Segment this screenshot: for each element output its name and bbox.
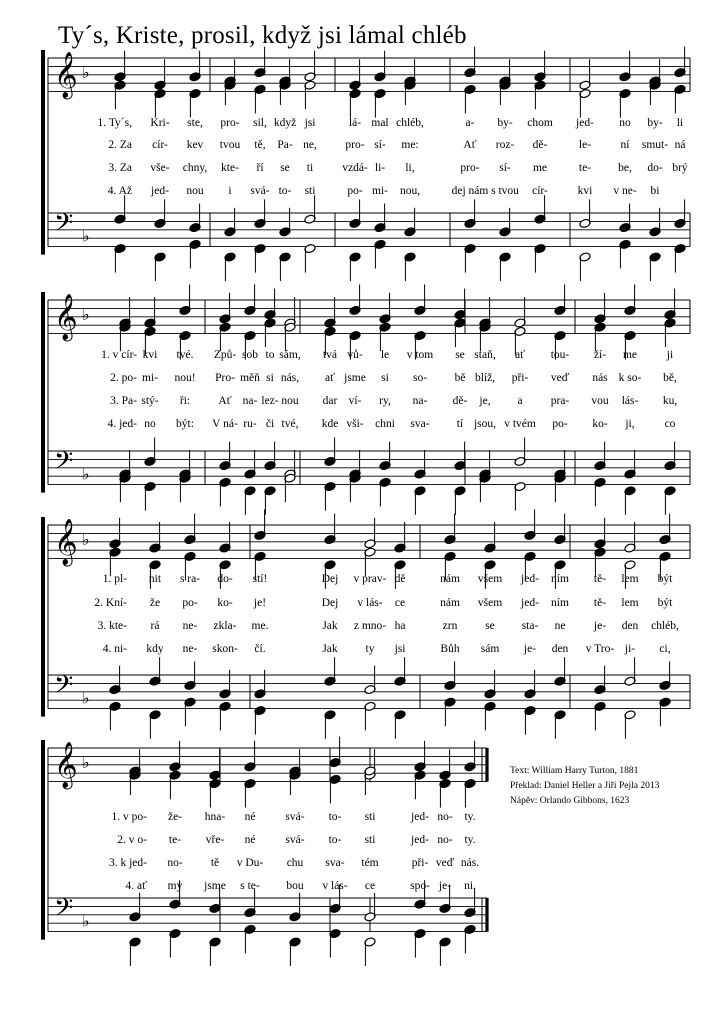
lyric-syllable: no- [437, 811, 453, 823]
lyric-syllable: li [676, 117, 684, 129]
lyric-syllable: i [228, 185, 232, 197]
lyric-syllable: jsou, [473, 418, 497, 430]
flat-icon: ♭ [82, 755, 90, 773]
lyric-syllable: veď [550, 372, 570, 384]
lyric-syllable: no- [167, 857, 183, 869]
lyric-syllable: ji, [625, 418, 635, 430]
credits-tune: Nápěv: Orlando Gibbons, 1623 [510, 796, 630, 806]
lyric-syllable: nou, [399, 185, 421, 197]
lyric-syllable: ne [554, 620, 566, 632]
flat-icon: ♭ [82, 532, 90, 550]
lyric-syllable: 1. v po- [111, 811, 147, 823]
lyric-syllable: vou [591, 395, 609, 407]
lyric-syllable: dě- [532, 139, 548, 151]
lyric-syllable: nou! [174, 372, 196, 384]
lyric-syllable: me [532, 162, 548, 174]
lyric-syllable: Jak [322, 620, 338, 632]
credits-translation: Překlad: Daniel Heller a Jiří Pejla 2013 [510, 781, 660, 791]
lyric-syllable: sil, [253, 117, 267, 129]
lyric-syllable: kev [186, 139, 204, 151]
lyric-syllable: ne- [182, 643, 198, 655]
lyric-syllable: dar [322, 395, 338, 407]
lyric-syllable: Pro- [215, 372, 235, 384]
lyric-syllable: cír- [532, 185, 548, 197]
lyric-syllable: ní [620, 139, 630, 151]
lyric-syllable: vů- [347, 349, 363, 361]
lyric-syllable: kvi [577, 185, 593, 197]
flat-icon: ♭ [82, 307, 90, 325]
flat-icon: ♭ [82, 466, 90, 484]
lyric-syllable: ji [666, 349, 674, 361]
lyric-syllable: ti [306, 162, 314, 174]
flat-icon: ♭ [82, 228, 90, 246]
lyric-syllable: 2. Za [108, 139, 132, 151]
lyric-syllable: si [381, 372, 389, 384]
lyric-syllable: 4. ni- [102, 643, 127, 655]
lyric-syllable: roz- [495, 139, 515, 151]
lyric-syllable: nit [148, 573, 162, 585]
lyric-syllable: jed- [576, 117, 594, 129]
lyric-syllable: sta- [521, 620, 539, 632]
lyric-syllable: den [551, 643, 569, 655]
lyric-syllable: měň [240, 372, 260, 384]
lyric-syllable: 3. kte- [97, 620, 127, 632]
lyric-syllable: je- [593, 620, 607, 632]
lyric-syllable: tě, [254, 139, 266, 151]
lyric-syllable: chléb, [651, 620, 679, 632]
lyric-syllable: být [657, 597, 673, 609]
lyric-syllable: když [273, 117, 297, 129]
lyric-syllable: 3. Za [108, 162, 132, 174]
lyric-syllable: tvou [219, 139, 241, 151]
lyric-syllable: v lás- [322, 880, 348, 892]
lyric-syllable: nám [440, 597, 460, 609]
lyric-syllable: 1. pl- [102, 573, 127, 585]
lyric-syllable: nás [592, 372, 608, 384]
lyric-syllable: mi- [142, 372, 158, 384]
lyric-syllable: stí! [252, 573, 268, 585]
lyric-syllable: ne, [303, 139, 317, 151]
lyric-syllable: Pa- [277, 139, 293, 151]
lyric-syllable: při- [411, 857, 429, 869]
lyric-syllable: le- [578, 139, 592, 151]
lyric-syllable: me: [401, 139, 419, 151]
lyric-syllable: chu [286, 857, 304, 869]
lyric-syllable: nás, [280, 372, 300, 384]
lyric-syllable: veď [435, 857, 455, 869]
lyric-syllable: no- [437, 834, 453, 846]
lyric-syllable: tvá [322, 349, 338, 361]
lyric-syllable: nou [281, 395, 299, 407]
lyric-syllable: v Du- [236, 857, 264, 869]
lyric-syllable: vře- [205, 834, 225, 846]
lyric-syllable: ci, [659, 643, 671, 655]
lyric-syllable: te- [168, 834, 182, 846]
lyric-syllable: jed- [411, 834, 429, 846]
lyric-syllable: po- [347, 185, 363, 197]
lyric-syllable: k so- [618, 372, 642, 384]
lyric-syllable: li- [374, 162, 386, 174]
lyric-syllable: nám [440, 573, 460, 585]
lyric-syllable: tě- [593, 573, 607, 585]
lyric-syllable: stý- [141, 395, 159, 407]
lyric-syllable: kvi [142, 349, 158, 361]
lyric-syllable: vše- [150, 162, 170, 174]
lyric-syllable: na- [242, 395, 258, 407]
lyric-syllable: tí [456, 418, 464, 430]
lyric-syllable: ru- [243, 418, 257, 430]
lyric-syllable: jed- [521, 597, 539, 609]
lyric-syllable: 2. v o- [117, 834, 147, 846]
lyric-syllable: pra- [550, 395, 570, 407]
lyric-syllable: ním [551, 573, 569, 585]
credits-text: Text: William Harry Turton, 1881 [510, 766, 639, 776]
lyric-syllable: 3. k jed- [108, 857, 147, 869]
lyric-syllable: mi- [372, 185, 388, 197]
lyric-syllable: kdy [146, 643, 164, 655]
lyric-syllable: do- [647, 162, 663, 174]
lyric-syllable: a [517, 395, 523, 407]
lyric-syllable: po- [182, 597, 198, 609]
lyric-syllable: na- [412, 395, 428, 407]
lyric-syllable: 4. jed- [107, 418, 137, 430]
lyric-syllable: hna- [204, 811, 226, 823]
lyric-syllable: je- [438, 880, 452, 892]
lyric-syllable: Ať [463, 139, 477, 151]
lyric-syllable: ce [364, 880, 376, 892]
lyric-syllable: v Tro- [585, 643, 615, 655]
lyric-syllable: no [619, 117, 631, 129]
lyric-syllable: bě [454, 372, 466, 384]
lyric-syllable: se [280, 162, 290, 174]
lyric-syllable: ním [551, 597, 569, 609]
lyric-syllable: ji- [624, 643, 636, 655]
lyric-syllable: ko- [217, 597, 233, 609]
lyric-syllable: so- [412, 372, 428, 384]
lyric-syllable: to [265, 349, 275, 361]
lyric-syllable: jsme [204, 880, 226, 892]
lyric-syllable: v tvém [504, 418, 536, 430]
lyric-syllable: s tvou [491, 185, 519, 197]
lyric-syllable: tém [361, 857, 379, 869]
lyric-syllable: chom [527, 117, 553, 129]
lyric-syllable: jed- [411, 811, 429, 823]
lyric-syllable: ná [674, 139, 686, 151]
lyric-syllable: né [244, 834, 256, 846]
lyric-syllable: by- [647, 117, 663, 129]
credits [510, 764, 659, 809]
lyric-syllable: 1. Ty´s, [97, 117, 132, 129]
lyric-syllable: kte- [221, 162, 239, 174]
lyric-syllable: brý [672, 162, 688, 174]
lyric-syllable: sti [364, 834, 376, 846]
lyric-syllable: ko- [592, 418, 608, 430]
lyric-syllable: le [380, 349, 390, 361]
lyric-syllable: mal [371, 117, 389, 129]
lyric-syllable: svá- [285, 834, 305, 846]
lyric-syllable: 3. Pa- [110, 395, 137, 407]
lyric-syllable: jsi [394, 643, 406, 655]
lyric-syllable: my [167, 880, 183, 892]
lyric-syllable: svá- [285, 811, 305, 823]
lyric-syllable: vši- [346, 418, 364, 430]
lyric-syllable: sám, [279, 349, 301, 361]
lyric-syllable: tvé. [176, 349, 194, 361]
lyric-syllable: sva- [410, 418, 430, 430]
lyric-syllable: nás. [460, 857, 480, 869]
lyric-syllable: Jak [322, 643, 338, 655]
lyric-syllable: sti [304, 185, 316, 197]
lyric-syllable: bě, [663, 372, 677, 384]
lyric-syllable: Ať [218, 395, 232, 407]
lyric-syllable: to- [278, 185, 292, 197]
lyric-syllable: lá- [348, 117, 362, 129]
lyric-syllable: chny, [182, 162, 208, 174]
lyric-syllable: jsme [344, 372, 366, 384]
lyric-syllable: Dej [321, 597, 339, 609]
lyric-syllable: se [455, 349, 465, 361]
treble-clef-icon: 𝄞 [54, 294, 78, 340]
lyric-syllable: zkla- [213, 620, 237, 632]
lyric-syllable: Dej [321, 573, 339, 585]
lyric-syllable: staň, [474, 349, 496, 361]
lyric-syllable: me [622, 349, 638, 361]
lyric-syllable: se [485, 620, 495, 632]
bass-clef-icon: 𝄢 [54, 209, 74, 243]
lyric-syllable: sí- [499, 162, 511, 174]
lyric-syllable: co [664, 418, 676, 430]
page-title: Ty´s, Kriste, prosil, když jsi lámal chléb [58, 22, 467, 49]
lyric-syllable: tvé, [281, 418, 299, 430]
lyric-syllable: v ne- [613, 185, 637, 197]
lyric-syllable: den [621, 620, 639, 632]
lyric-syllable: smut- [641, 139, 669, 151]
lyric-syllable: čí. [254, 643, 266, 655]
lyric-syllable: sva- [325, 857, 345, 869]
lyric-syllable: to- [328, 834, 342, 846]
lyric-syllable: je! [253, 597, 267, 609]
bass-clef-icon: 𝄢 [54, 894, 74, 928]
lyric-syllable: tě- [593, 597, 607, 609]
lyric-syllable: ty. [464, 811, 476, 823]
lyric-syllable: kde [321, 418, 339, 430]
lyric-syllable: me. [251, 620, 269, 632]
lyric-syllable: ni. [464, 880, 476, 892]
lyric-syllable: sob [242, 349, 258, 361]
lyric-syllable: při- [511, 372, 529, 384]
lyric-syllable: ží- [593, 349, 607, 361]
lyric-syllable: pro- [345, 139, 365, 151]
lyric-syllable: bou [286, 880, 304, 892]
lyric-syllable: no [144, 418, 156, 430]
lyric-syllable: ty [365, 643, 375, 655]
lyric-syllable: 4. Až [107, 185, 132, 197]
lyric-syllable: tou- [550, 349, 570, 361]
lyric-syllable: ví- [348, 395, 362, 407]
lyric-syllable: 1. v cír- [101, 349, 137, 361]
lyric-syllable: by- [497, 117, 513, 129]
lyric-syllable: rá [150, 620, 160, 632]
lyric-syllable: V ná- [212, 418, 238, 430]
lyric-syllable: ce [394, 597, 406, 609]
lyric-syllable: zrn [442, 620, 458, 632]
lyric-syllable: ří [256, 162, 264, 174]
lyric-syllable: skon- [212, 643, 238, 655]
lyric-syllable: ha [394, 620, 406, 632]
lyric-syllable: cír- [152, 139, 168, 151]
lyric-syllable: te- [578, 162, 592, 174]
lyric-syllable: to- [328, 811, 342, 823]
lyric-syllable: 2. po- [110, 372, 137, 384]
lyric-syllable: chléb, [396, 117, 424, 129]
lyric-syllable: dě [394, 573, 406, 585]
lyric-syllable: 2. Kní- [94, 597, 127, 609]
flat-icon: ♭ [82, 65, 90, 83]
lyric-syllable: sti [364, 811, 376, 823]
lyric-syllable: být [657, 573, 673, 585]
lyric-syllable: sám [480, 643, 500, 655]
lyric-syllable: svá- [250, 185, 270, 197]
lyric-syllable: všem [477, 597, 503, 609]
lyric-syllable: nou [186, 185, 204, 197]
lyric-syllable: pro- [460, 162, 480, 174]
lyric-syllable: ať [324, 372, 336, 384]
lyric-syllable: a- [465, 117, 475, 129]
lyric-syllable: 4. ať [125, 880, 147, 892]
lyric-syllable: spo- [410, 880, 430, 892]
lyric-syllable: z mno- [353, 620, 387, 632]
lyric-syllable: ať [514, 349, 526, 361]
lyric-syllable: v lás- [357, 597, 383, 609]
lyric-syllable: ste, [187, 117, 203, 129]
lyric-syllable: be, [618, 162, 632, 174]
lyric-syllable: všem [477, 573, 503, 585]
lyric-syllable: jed- [521, 573, 539, 585]
flat-icon: ♭ [82, 690, 90, 708]
lyric-syllable: je- [523, 643, 537, 655]
lyric-syllable: po- [552, 418, 568, 430]
flat-icon: ♭ [82, 913, 90, 931]
treble-clef-icon: 𝄞 [54, 742, 78, 788]
lyric-syllable: v prav- [353, 573, 387, 585]
lyric-syllable: ři: [179, 395, 191, 407]
lyric-syllable: li, [405, 162, 415, 174]
lyric-syllable: né [244, 811, 256, 823]
lyric-syllable: s te- [240, 880, 260, 892]
lyric-syllable: lem [621, 597, 639, 609]
lyric-syllable: pro- [220, 117, 240, 129]
lyric-syllable: být: [176, 418, 194, 430]
lyric-syllable: lem [621, 573, 639, 585]
lyric-syllable: lás- [621, 395, 639, 407]
lyric-syllable: Bůh [440, 643, 460, 655]
lyric-syllable: či [265, 418, 275, 430]
treble-clef-icon: 𝄞 [54, 52, 78, 98]
lyric-syllable: si [266, 372, 274, 384]
lyric-syllable: jsi [304, 117, 316, 129]
lyric-syllable: že [149, 597, 161, 609]
lyric-syllable: tě [210, 857, 220, 869]
lyric-syllable: Způ- [213, 349, 237, 361]
lyric-syllable: v tom [406, 349, 434, 361]
lyric-syllable: chni [375, 418, 395, 430]
lyric-syllable: Kri- [150, 117, 170, 129]
lyric-syllable: vzdá- [342, 162, 368, 174]
bass-clef-icon: 𝄢 [54, 447, 74, 481]
lyric-syllable: ry, [379, 395, 391, 407]
lyric-syllable: blíž, [474, 372, 496, 384]
lyric-syllable: ty. [464, 834, 476, 846]
lyric-syllable: jed- [151, 185, 169, 197]
lyric-syllable: je, [479, 395, 491, 407]
lyric-syllable: dej nám [451, 185, 489, 197]
bass-clef-icon: 𝄢 [54, 671, 74, 705]
lyric-syllable: že- [167, 811, 183, 823]
lyric-syllable: lez- [261, 395, 279, 407]
lyric-syllable: s ra- [179, 573, 201, 585]
lyric-syllable: dě- [452, 395, 468, 407]
lyric-syllable: ne- [182, 620, 198, 632]
lyric-syllable: ku, [662, 395, 678, 407]
lyric-syllable: do- [217, 573, 233, 585]
lyric-syllable: bi [650, 185, 660, 197]
lyric-syllable: sí- [374, 139, 386, 151]
treble-clef-icon: 𝄞 [54, 519, 78, 565]
